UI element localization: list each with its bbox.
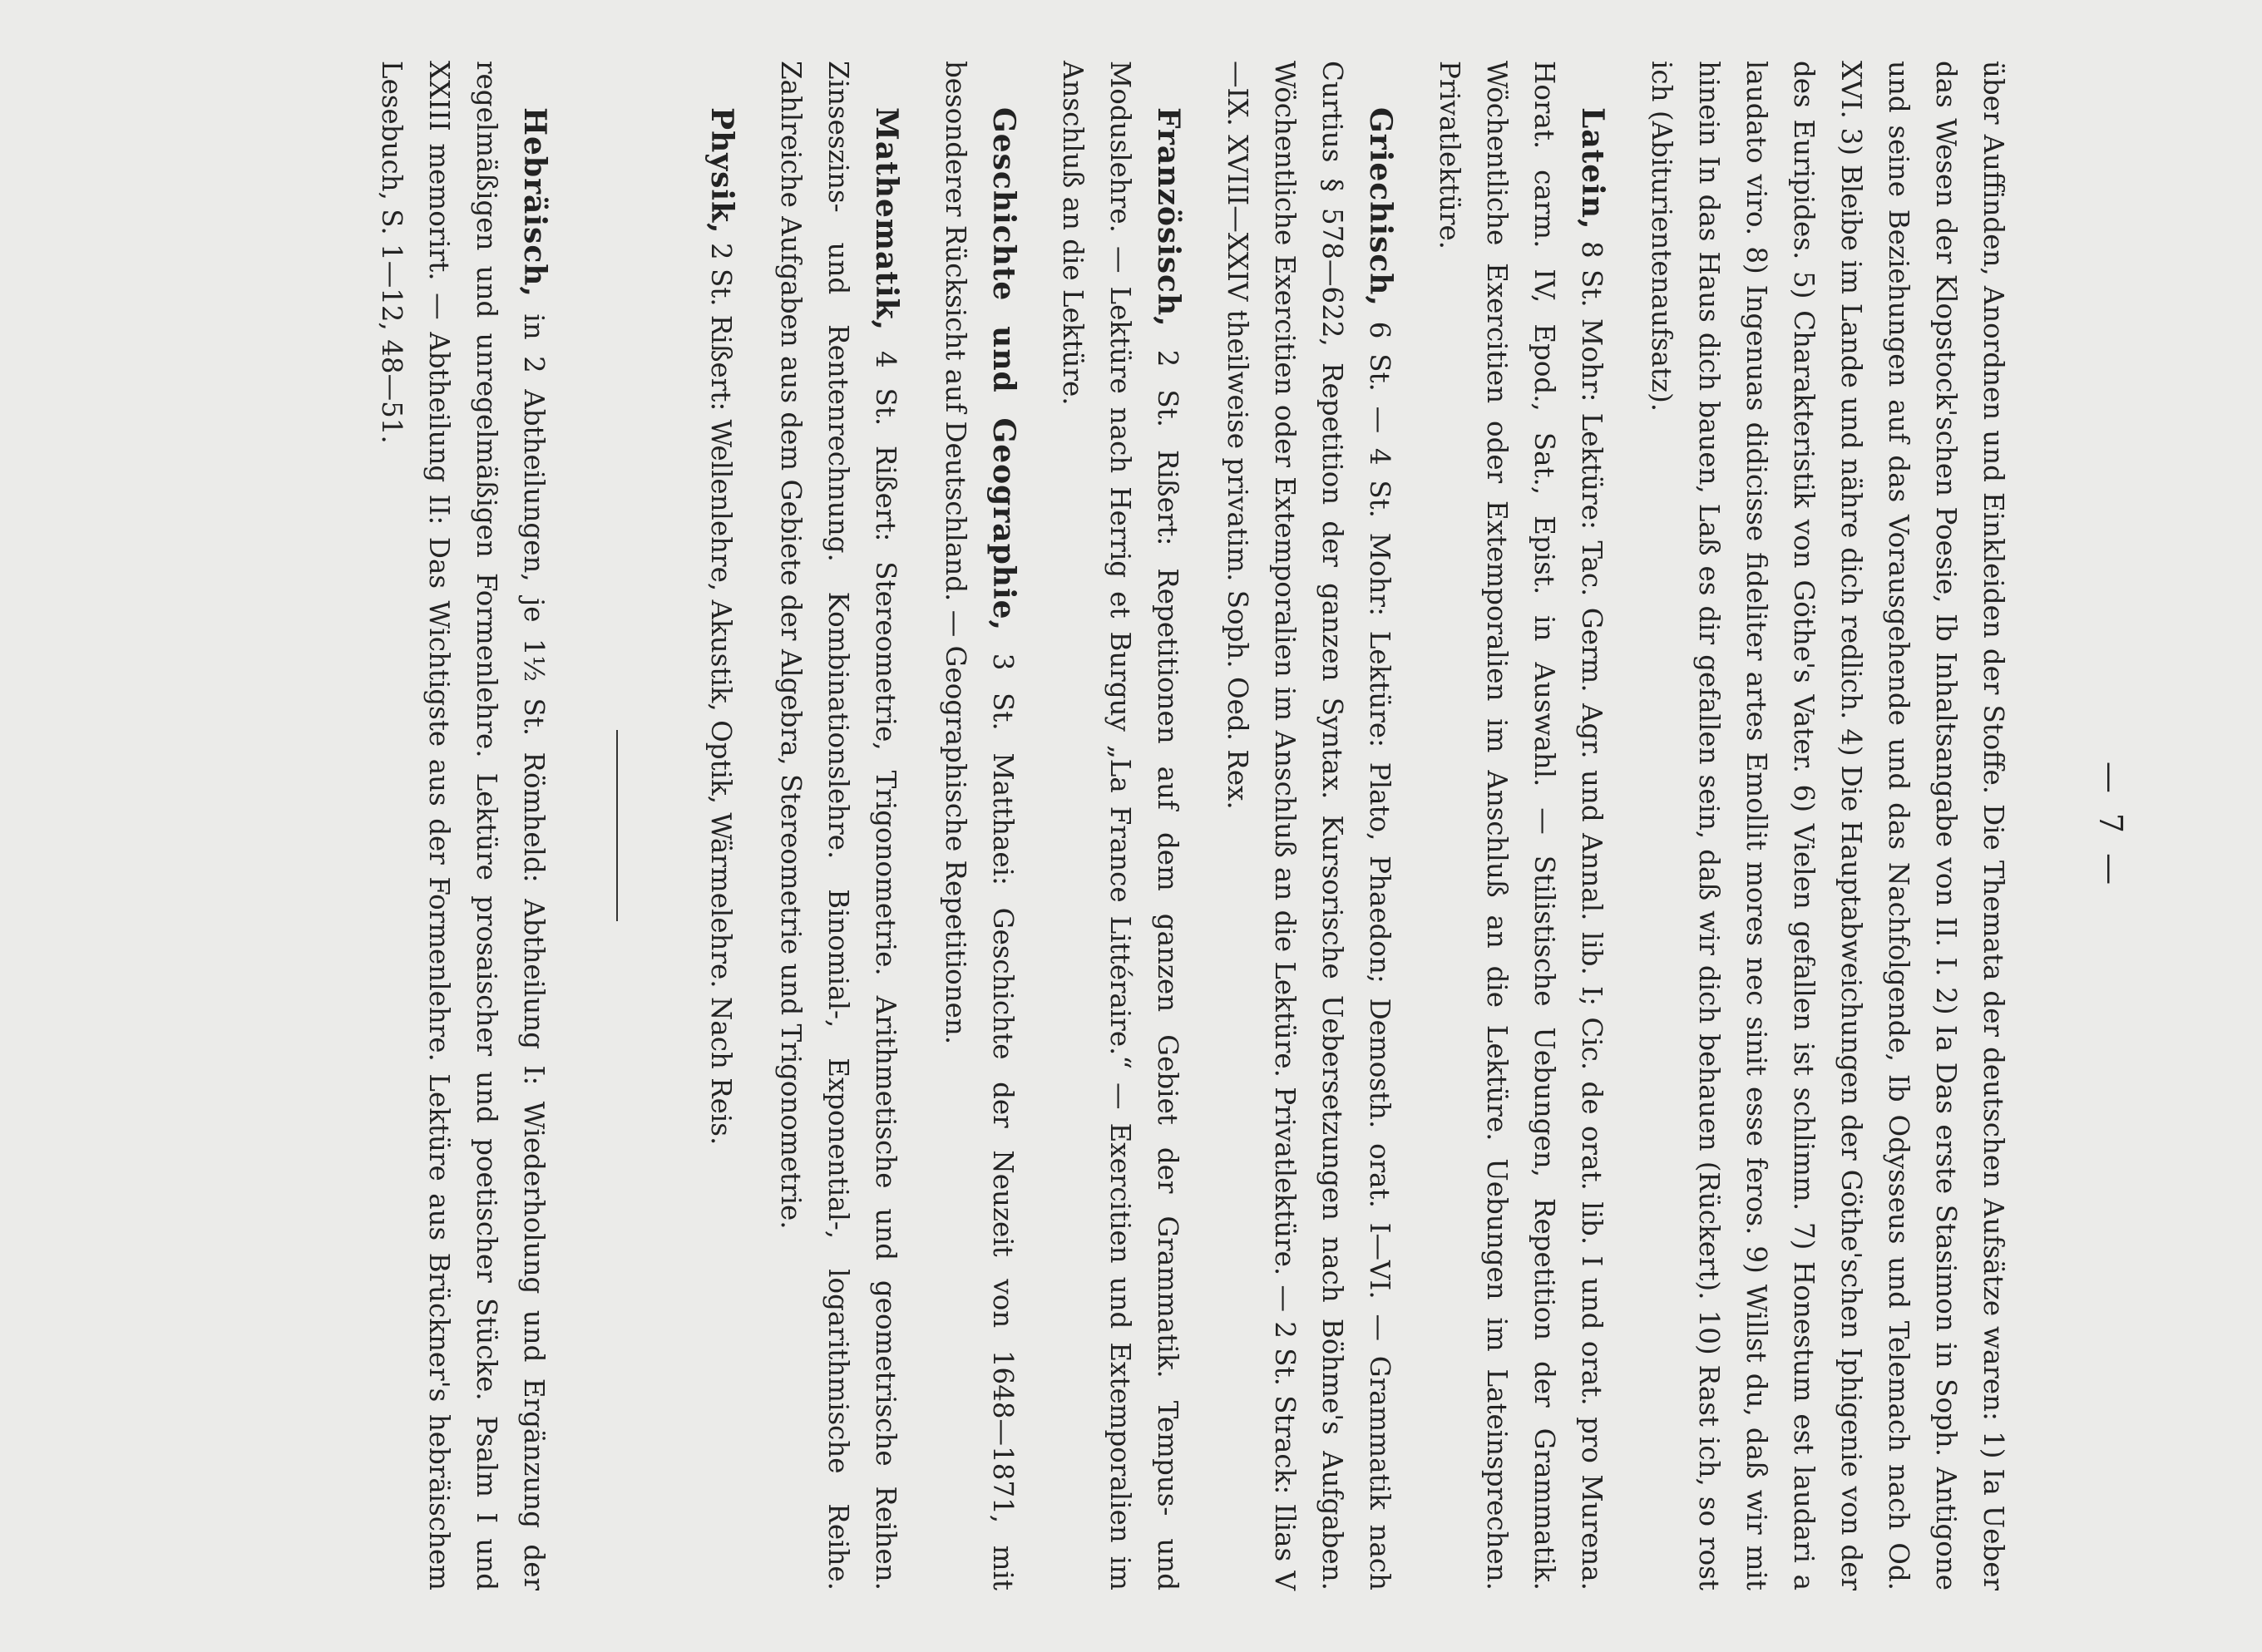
- subject-heading: Geschichte und Geographie,: [986, 107, 1021, 632]
- section-text: 4 St. Rißert: Stereometrie, Trigonometrie. Arithmetische und geometrische Reihen. Zinseszins- und Rentenrechnung. Kombinationslehre. Binomial-, Exponential-, logarithmische Reihe. Zahlreiche Aufgaben aus dem Gebiete der Algebra, Stereometrie und Trigonometrie.: [775, 61, 901, 1590]
- subject-heading: Französisch,: [1151, 107, 1186, 328]
- subject-heading: Latein,: [1575, 107, 1610, 230]
- subject-heading: Hebräisch,: [517, 107, 552, 298]
- section-text: 8 St. Mohr: Lektüre: Tac. Germ. Agr. und Annal. lib. I; Cic. de orat. lib. I und orat. pro Murena. Horat. carm. IV, Epod., Sat., Epist. in Auswahl. — Stilistische Uebungen, Repetition der Grammatik. Wöchentliche Exercitien oder Extemporalien im Anschluß an die Lektüre. Uebungen im Lateinsprechen. Privatlektüre.: [1434, 61, 1608, 1590]
- subject-heading: Physik,: [704, 107, 739, 234]
- section-text: 6 St. — 4 St. Mohr: Lektüre: Plato, Phaedon; Demosth. orat. I—VI. — Grammatik nach Curtius § 578—622, Repetition der ganzen Syntax. Kursorische Uebersetzungen nach Böhme's Aufgaben. Wöchentliche Exercitien oder Extemporalien im Anschluß an die Lektüre. Privatlektüre. — 2 St. Strack: Ilias V—IX. XVIII—XXIV theilweise privatim. Soph. Oed. Rex.: [1222, 61, 1395, 1590]
- section-text: in 2 Abtheilungen, je 1½ St. Römheld: Abtheilung I: Wiederholung und Ergänzung der regelmäßigen und unregelmäßigen Formenlehre. Lektüre prosaischer und poetischer Stücke. Psalm I und XXIII memorirt. — Abtheilung II: Das Wichtigste aus der Formenlehre. Lektüre aus Brückner's hebräischem Lesebuch, S. 1—12, 48—51.: [376, 61, 550, 1590]
- rotated-page-content: [91, 61, 2171, 1590]
- section-franzoesisch: [1049, 61, 1192, 1590]
- section-divider: [616, 730, 618, 921]
- section-geschichte: [931, 61, 1027, 1590]
- page-number: — 7 —: [2092, 761, 2129, 890]
- section-text: 2 St. Rißert: Wellenlehre, Akustik, Optik, Wärmelehre. Nach Reis.: [705, 242, 737, 1146]
- subject-heading: Griechisch,: [1363, 107, 1398, 307]
- intro-paragraph: über Auffinden, Anordnen und Einkleiden der Stoffe. Die Themata der deutschen Aufsätze waren: 1) Ia Ueber das Wesen der Klopstock'schen Poesie, Ib Inhaltsangabe von II. I. 2) Ia Das erste Stasimon in Soph. Antigone und seine Beziehungen auf das Vorausgehende und das Nachfolgende, Ib Odysseus und Telemach nach Od. XVI. 3) Bleibe im Lande und nähre dich redlich. 4) Die Hauptabweichungen der Göthe'schen Iphigenie von der des Euripides. 5) Charakteristik von Göthe's Vater. 6) Vielen gefallen ist schlimm. 7) Honestum est laudari a laudato viro. 8) Ingenuas didicisse fideliter artes Emollit mores nec sinit esse feros. 9) Willst du, daß wir mit hinein In das Haus dich bauen, Laß es dir gefallen sein, daß wir dich behauen (Rückert). 10) Rast ich, so rost ich (Abiturientenaufsatz).: [1646, 61, 2009, 1590]
- section-latein: [1425, 61, 1616, 1590]
- page-body: [368, 61, 2017, 1590]
- section-physik: [697, 61, 745, 1590]
- section-hebraeisch: [368, 61, 558, 1590]
- section-text: 2 St. Rißert: Repetitionen auf dem ganzen Gebiet der Grammatik. Tempus- und Moduslehre. — Lektüre nach Herrig et Burguy „La France Littéraire.“ — Exercitien und Extemporalien im Anschluß an die Lektüre.: [1057, 61, 1183, 1591]
- section-griechisch: [1213, 61, 1404, 1590]
- section-mathematik: [767, 61, 910, 1590]
- subject-heading: Mathematik,: [869, 107, 904, 332]
- section-text: 3 St. Matthaei: Geschichte der Neuzeit von 1648—1871, mit besonderer Rücksicht auf Deutschland. — Geographische Repetitionen.: [940, 61, 1019, 1590]
